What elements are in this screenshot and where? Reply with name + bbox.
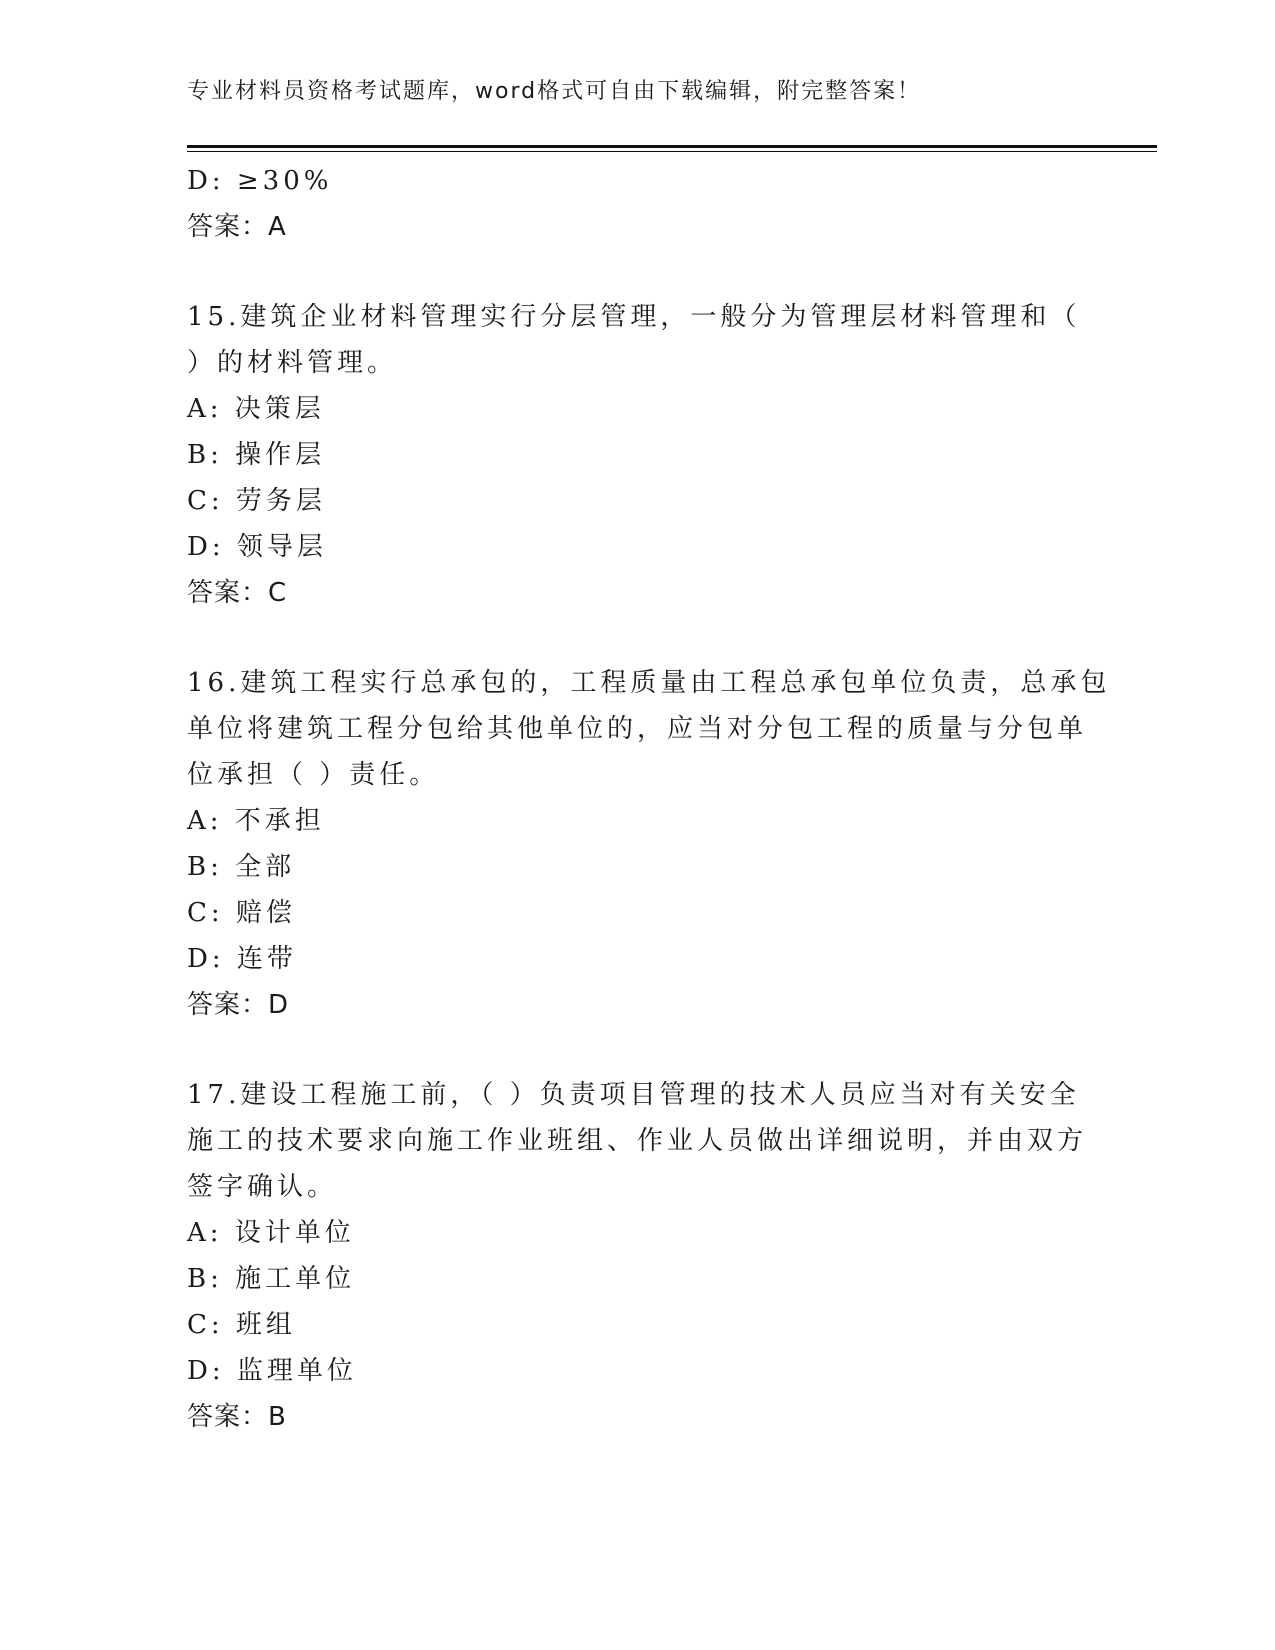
option-d: D: 领导层 <box>187 532 327 562</box>
question-stem-line: 单位将建筑工程分包给其他单位的，应当对分包工程的质量与分包单 <box>187 714 1088 744</box>
question-16 <box>187 660 1111 1028</box>
question-17 <box>187 1072 1087 1440</box>
header-divider-thin <box>187 151 1157 152</box>
question-stem-line: 位承担（ ）责任。 <box>187 760 440 790</box>
option-d: D: 连带 <box>187 944 297 974</box>
previous-question-tail <box>187 158 1087 250</box>
option-b: B: 操作层 <box>187 440 326 470</box>
answer-line: 答案：A <box>187 212 287 242</box>
question-stem-line: 施工的技术要求向施工作业班组、作业人员做出详细说明，并由双方 <box>187 1126 1088 1156</box>
question-15 <box>187 294 1087 616</box>
option-a: A: 设计单位 <box>187 1218 355 1248</box>
header-divider-thick <box>187 145 1157 148</box>
option-d: D: ≥30% <box>187 166 333 196</box>
option-a: A: 不承担 <box>187 806 325 836</box>
option-c: C: 赔偿 <box>187 898 296 928</box>
question-stem-line: 签字确认。 <box>187 1172 338 1202</box>
option-b: B: 全部 <box>187 852 296 882</box>
option-d: D: 监理单位 <box>187 1356 357 1386</box>
question-stem-line: 15.建筑企业材料管理实行分层管理，一般分为管理层材料管理和（ <box>187 302 1081 332</box>
answer-line: 答案：B <box>187 1402 287 1432</box>
question-stem-line: ）的材料管理。 <box>187 348 398 378</box>
option-c: C: 劳务层 <box>187 486 326 516</box>
question-stem-line: 16.建筑工程实行总承包的，工程质量由工程总承包单位负责，总承包 <box>187 668 1111 698</box>
page-header: 专业材料员资格考试题库，word格式可自由下载编辑，附完整答案！ <box>187 79 922 104</box>
option-b: B: 施工单位 <box>187 1264 356 1294</box>
answer-line: 答案：C <box>187 578 288 608</box>
option-c: C: 班组 <box>187 1310 296 1340</box>
answer-line: 答案：D <box>187 990 290 1020</box>
question-stem-line: 17.建设工程施工前，（ ）负责项目管理的技术人员应当对有关安全 <box>187 1080 1080 1110</box>
exam-content <box>187 158 1111 1440</box>
option-a: A: 决策层 <box>187 394 325 424</box>
